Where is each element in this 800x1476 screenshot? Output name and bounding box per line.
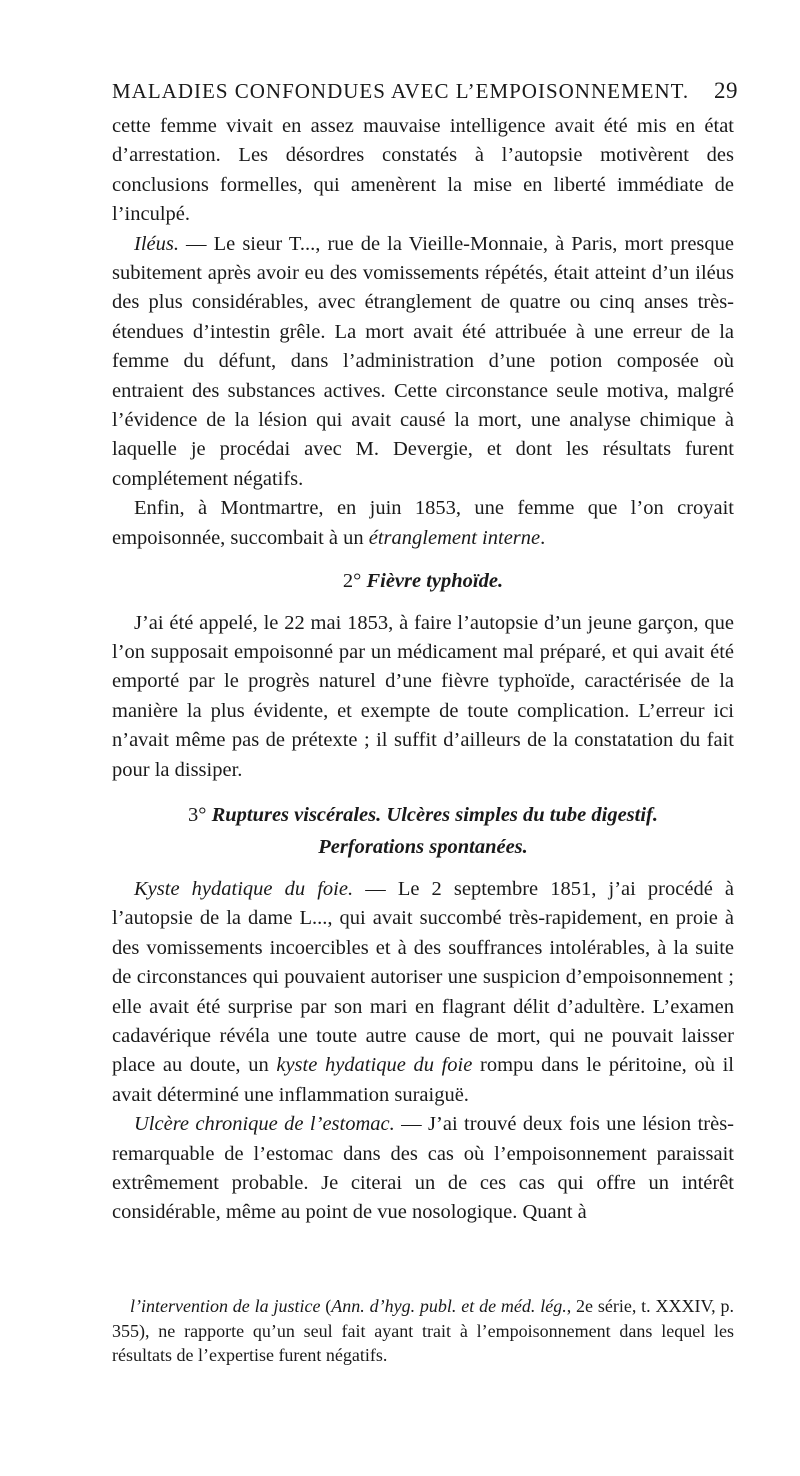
section-2-title: Fièvre typhoïde. <box>366 570 504 593</box>
section-3-number: 3° <box>187 803 207 826</box>
montmartre-end: . <box>540 526 546 549</box>
running-header <box>112 78 738 104</box>
ileus-text: — Le sieur T..., rue de la Vieille-Monnaie, à Paris, mort presque subitement après avoir eu des vomissements répétés, était atteint d’un iléus des plus considérables, avec étranglement de quatre ou cinq anses très-étendues d’intestin grêle. La mort avait été attribuée à une erreur de la femme du défunt, dans l’administration d’une potion composée où entraient des substances actives. Cette circonstance seule motiva, malgré l’évidence de la lésion qui avait causé la mort, une analyse chimique à laquelle je procédai avec M. Devergie, et dont les résultats furent complétement négatifs. <box>112 232 734 490</box>
montmartre-italic: étranglement interne <box>368 526 541 549</box>
kyste-italic: kyste hydatique du foie <box>276 1054 473 1077</box>
footnote <box>112 1294 734 1368</box>
footnote-text-1: ( <box>320 1296 332 1316</box>
paragraph-typhoid: J’ai été appelé, le 22 mai 1853, à faire l’autopsie d’un jeune garçon, que l’on supposait empoisonné par un médicament mal préparé, et qui avait été emporté par le progrès naturel d’une fièvre typhoïde, caractérisée de la manière la plus évidente, et exempte de toute complication. L’erreur ici n’avait même pas de prétexte ; il suffit d’ailleurs de la constatation du fait pour la dissiper. <box>112 611 734 781</box>
footnote-text-2: , 2e série, t. XXXIV, p. 355), ne rapporte qu’un seul fait ayant trait à l’empoisonnement dans lequel les résultats de l’expertise furent négatifs. <box>112 1296 735 1365</box>
footnote-italic-1: l’intervention de la justice <box>130 1296 321 1316</box>
kyste-text: — Le 2 septembre 1851, j’ai procédé à l’autopsie de la dame L..., qui avait succombé très-rapidement, en proie à des vomissements incoercibles et à des souffrances intolérables, à la suite de circonstances qui pouvaient autoriser une suspicion d’empoisonnement ; elle avait été surprise par son mari en flagrant délit d’adultère. L’examen cadavérique révéla une toute autre cause de mort, qui ne pouvait laisser place au doute, un <box>112 877 735 1077</box>
ulcere-lead: Ulcère chronique de l’estomac. <box>134 1113 395 1136</box>
paragraph-ileus <box>112 230 734 495</box>
montmartre-text: Enfin, à Montmartre, en juin 1853, une femme que l’on croyait empoisonnée, succombait à un <box>112 497 734 549</box>
footnote-italic-2: Ann. d’hyg. publ. et de méd. lég. <box>331 1296 567 1316</box>
ulcere-text: — J’ai trouvé deux fois une lésion très-remarquable de l’estomac dans des cas où l’empoisonnement paraissait extrêmement probable. Je citerai un de ces cas qui offre un intérêt considérable, même au point de vue nosologique. Quant à <box>112 1113 735 1224</box>
section-3-title-line2: Perforations spontanées. <box>318 835 528 858</box>
kyste-end: rompu dans le péritoine, où il avait déterminé une inflammation suraiguë. <box>112 1054 734 1106</box>
paragraph-kyste <box>112 875 734 1110</box>
section-heading-3 <box>112 799 734 863</box>
paragraph-continuation: cette femme vivait en assez mauvaise intelligence avait été mis en état d’arrestation. Les désordres constatés à l’autopsie motivèrent des conclusions formelles, qui amenèrent la mise en liberté immédiate de l’inculpé. <box>112 115 734 226</box>
page-number: 29 <box>714 78 738 103</box>
section-heading-2 <box>112 567 734 596</box>
section-2-number: 2° <box>342 570 362 593</box>
section-3-title-line1: Ruptures viscérales. Ulcères simples du tube digestif. <box>211 803 658 826</box>
running-title: MALADIES CONFONDUES AVEC L’EMPOISONNEMENT. <box>112 79 690 103</box>
body-text <box>112 112 734 1228</box>
ileus-lead: Iléus. <box>134 232 179 255</box>
kyste-lead: Kyste hydatique du foie. <box>134 877 354 900</box>
paragraph-montmartre <box>112 494 734 553</box>
paragraph-ulcere <box>112 1110 734 1228</box>
